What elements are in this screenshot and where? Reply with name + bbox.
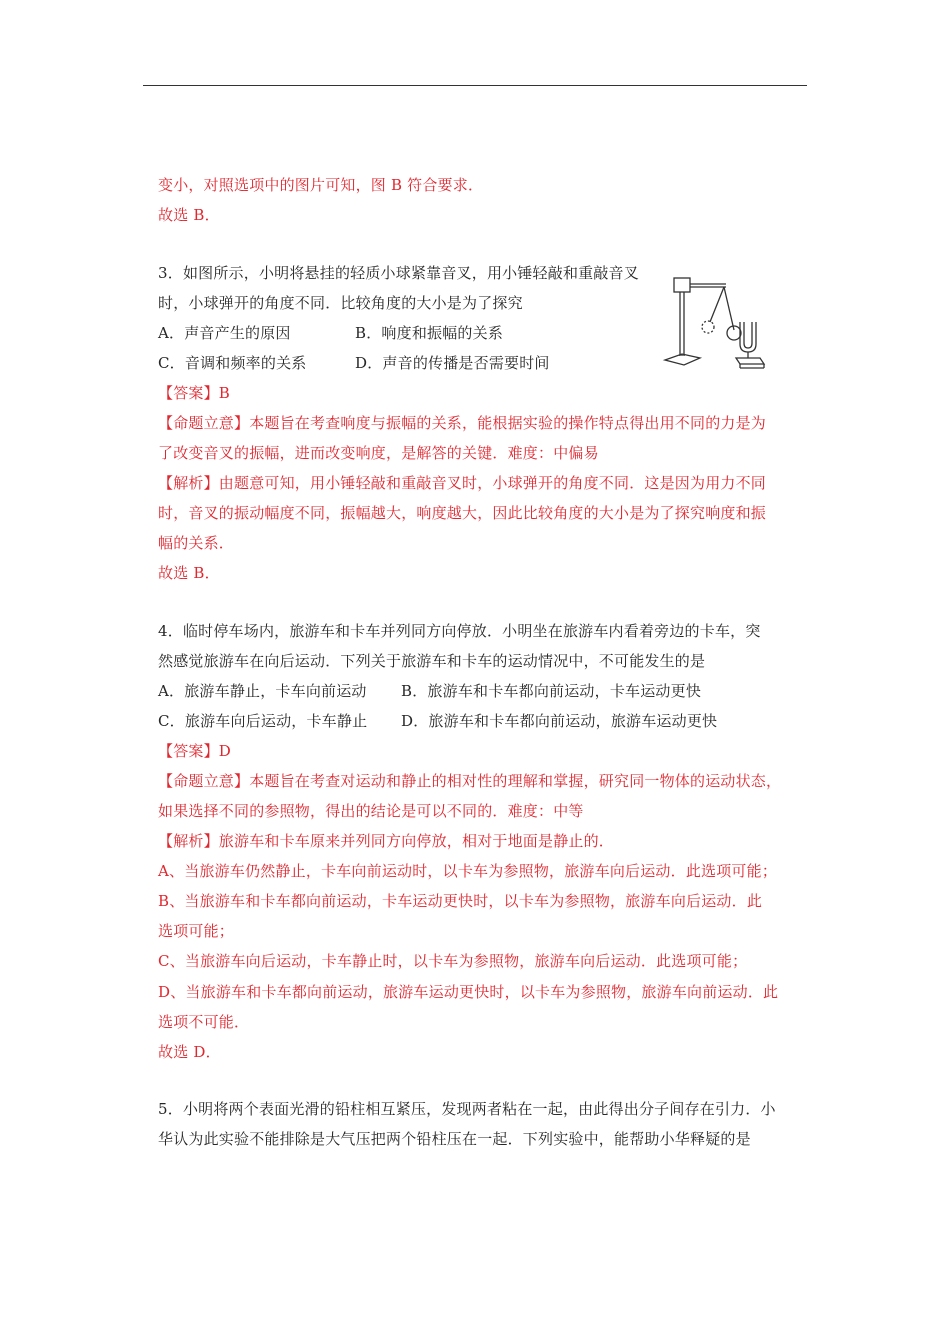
q4-analysis-line1: 【解析】旅游车和卡车原来并列同方向停放，相对于地面是静止的． [158,832,615,850]
q4-stem-line1: 4．临时停车场内，旅游车和卡车并列同方向停放．小明坐在旅游车内看着旁边的卡车，突 [158,622,761,640]
q4-analysis-line7: 选项不可能． [158,1013,250,1031]
q5-stem-line2: 华认为此实验不能排除是大气压把两个铅柱压在一起．下列实验中，能帮助小华释疑的是 [158,1130,751,1148]
q3-analysis-line3: 幅的关系． [158,534,235,552]
q5-stem-line1: 5．小明将两个表面光滑的铅柱相互紧压，发现两者粘在一起，由此得出分子间存在引力．小 [158,1100,776,1118]
q3-analysis-line2: 时，音叉的振动幅度不同，振幅越大，响度越大，因此比较角度的大小是为了探究响度和振 [158,504,767,522]
q4-option-b: B．旅游车和卡车都向前运动，卡车运动更快 [401,682,702,700]
q4-analysis-line5: C、当旅游车向后运动，卡车静止时，以卡车为参照物，旅游车向后运动．此选项可能； [158,952,748,970]
q4-intent-line2: 如果选择不同的参照物，得出的结论是可以不同的．难度：中等 [158,802,584,820]
header-rule [143,85,807,86]
q4-analysis-line3: B、当旅游车和卡车都向前运动，卡车运动更快时，以卡车为参照物，旅游车向后运动．此 [158,892,763,910]
q3-option-d: D．声音的传播是否需要时间 [355,354,550,372]
q4-option-d: D．旅游车和卡车都向前运动，旅游车运动更快 [401,712,718,730]
q4-answer: 【答案】D [158,742,232,760]
q3-option-a: A．声音产生的原因 [158,324,291,342]
q3-intent-line1: 【命题立意】本题旨在考查响度与振幅的关系，能根据实验的操作特点得出用不同的力是为 [158,414,767,432]
prev-conclusion: 故选 B． [158,206,220,224]
tuning-fork-pendulum-icon [660,270,772,372]
q4-conclusion: 故选 D． [158,1043,221,1061]
q4-analysis-line6: D、当旅游车和卡车都向前运动，旅游车运动更快时，以卡车为参照物，旅游车向前运动．此 [158,983,779,1001]
q4-stem-line2: 然感觉旅游车在向后运动．下列关于旅游车和卡车的运动情况中，不可能发生的是 [158,652,706,670]
q3-stem-line2: 时，小球弹开的角度不同．比较角度的大小是为了探究 [158,294,523,312]
q3-option-b: B．响度和振幅的关系 [355,324,504,342]
q3-option-c: C．音调和频率的关系 [158,354,307,372]
q3-intent-line2: 了改变音叉的振幅，进而改变响度，是解答的关键．难度：中偏易 [158,444,599,462]
q4-analysis-line2: A、当旅游车仍然静止，卡车向前运动时，以卡车为参照物，旅游车向后运动．此选项可能； [158,862,778,880]
q3-stem-line1: 3．如图所示，小明将悬挂的轻质小球紧靠音叉，用小锤轻敲和重敲音叉 [158,264,639,282]
q3-answer: 【答案】B [158,384,231,402]
q4-option-c: C．旅游车向后运动，卡车静止 [158,712,368,730]
q3-analysis-line1: 【解析】由题意可知，用小锤轻敲和重敲音叉时，小球弹开的角度不同．这是因为用力不同 [158,474,767,492]
q3-conclusion: 故选 B． [158,564,220,582]
q4-analysis-line4: 选项可能； [158,922,235,940]
q4-option-a: A．旅游车静止，卡车向前运动 [158,682,367,700]
q4-intent-line1: 【命题立意】本题旨在考查对运动和静止的相对性的理解和掌握，研究同一物体的运动状态， [158,772,782,790]
prev-analysis-end: 变小，对照选项中的图片可知，图 B 符合要求． [158,176,484,194]
